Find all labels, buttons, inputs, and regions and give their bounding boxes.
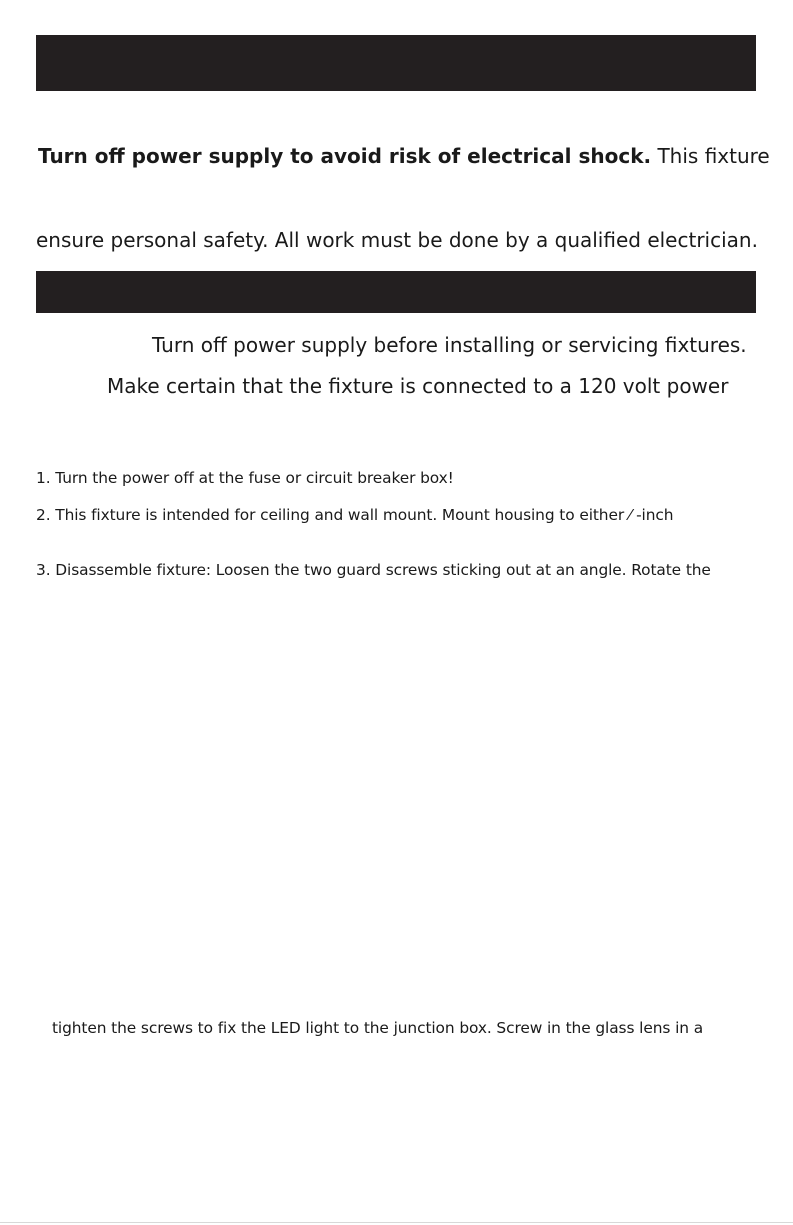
warning-header-bar [36, 35, 756, 91]
step-3-continued: tighten the screws to fix the LED light to the junction box. Screw in the glass lens in a [52, 1019, 704, 1037]
caution-header-bar [36, 271, 756, 313]
warning-line-1 [38, 146, 770, 166]
warning-text-tail: This fixture [651, 144, 770, 168]
warning-bold-text: Turn off power supply to avoid risk of electrical shock. [38, 144, 652, 168]
step-3: 3. Disassemble fixture: Loosen the two guard screws sticking out at an angle. Rotate the [36, 561, 711, 579]
step-1: 1. Turn the power off at the fuse or circuit breaker box! [36, 469, 454, 487]
caution-line-2: Make certain that the fixture is connected to a 120 volt power [107, 374, 729, 398]
caution-line-1: Turn off power supply before installing or servicing fixtures. [152, 333, 747, 357]
step-2: 2. This fixture is intended for ceiling and wall mount. Mount housing to either ⁄ -inch [36, 506, 674, 524]
warning-line-2: ensure personal safety. All work must be done by a qualified electrician. [36, 228, 758, 252]
bottom-rule [0, 1222, 793, 1223]
